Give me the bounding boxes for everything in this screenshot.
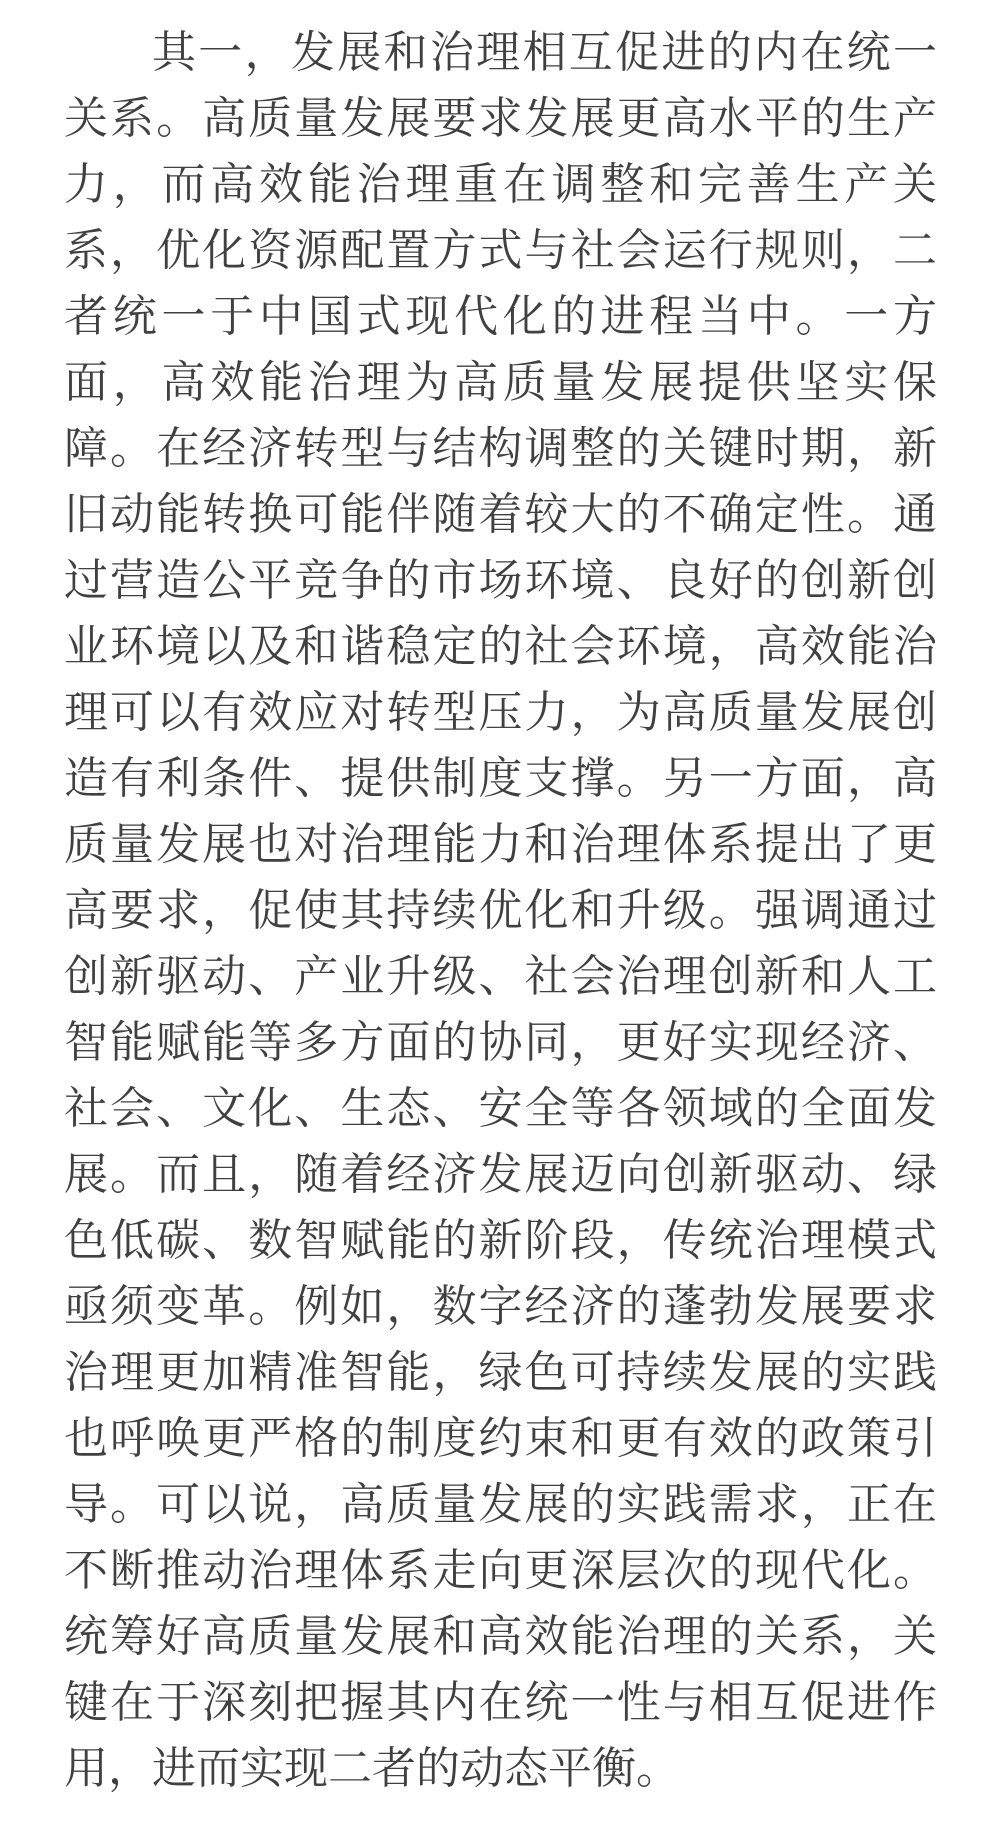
text-line: 质量发展也对治理能力和治理体系提出了更 bbox=[64, 819, 937, 870]
text-line: 智能赋能等多方面的协同，更好实现经济、 bbox=[64, 1017, 937, 1068]
text-line: 者统一于中国式现代化的进程当中。一方 bbox=[64, 291, 937, 342]
text-line: 色低碳、数智赋能的新阶段，传统治理模式 bbox=[64, 1215, 937, 1266]
text-line: 关系。高质量发展要求发展更高水平的生产 bbox=[64, 93, 937, 144]
text-line: 不断推动治理体系走向更深层次的现代化。 bbox=[64, 1545, 937, 1596]
text-line: 力，而高效能治理重在调整和完善生产关 bbox=[64, 159, 937, 210]
text-line: 旧动能转换可能伴随着较大的不确定性。通 bbox=[64, 489, 937, 540]
text-line: 社会、文化、生态、安全等各领域的全面发 bbox=[64, 1083, 937, 1134]
text-line: 高要求，促使其持续优化和升级。强调通过 bbox=[64, 885, 937, 936]
text-line: 也呼唤更严格的制度约束和更有效的政策引 bbox=[64, 1413, 937, 1464]
text-line: 亟须变革。例如，数字经济的蓬勃发展要求 bbox=[64, 1281, 937, 1332]
text-line: 治理更加精准智能，绿色可持续发展的实践 bbox=[64, 1347, 937, 1398]
text-line: 展。而且，随着经济发展迈向创新驱动、绿 bbox=[64, 1149, 937, 1200]
text-line: 理可以有效应对转型压力，为高质量发展创 bbox=[64, 687, 937, 738]
text-line: 业环境以及和谐稳定的社会环境，高效能治 bbox=[64, 621, 937, 672]
text-line: 导。可以说，高质量发展的实践需求，正在 bbox=[64, 1479, 937, 1530]
text-line: 障。在经济转型与结构调整的关键时期，新 bbox=[64, 423, 937, 474]
text-line: 系，优化资源配置方式与社会运行规则，二 bbox=[64, 225, 937, 276]
text-line: 面，高效能治理为高质量发展提供坚实保 bbox=[64, 357, 937, 408]
body-paragraph bbox=[64, 20, 937, 1802]
text-line: 造有利条件、提供制度支撑。另一方面，高 bbox=[64, 753, 937, 804]
text-line: 过营造公平竞争的市场环境、良好的创新创 bbox=[64, 555, 937, 606]
text-line: 键在于深刻把握其内在统一性与相互促进作 bbox=[64, 1677, 937, 1728]
text-line: 统筹好高质量发展和高效能治理的关系，关 bbox=[64, 1611, 937, 1662]
text-line: 创新驱动、产业升级、社会治理创新和人工 bbox=[64, 951, 937, 1002]
text-line: 用，进而实现二者的动态平衡。 bbox=[64, 1743, 680, 1794]
text-line: 其一，发展和治理相互促进的内在统一 bbox=[152, 27, 937, 78]
